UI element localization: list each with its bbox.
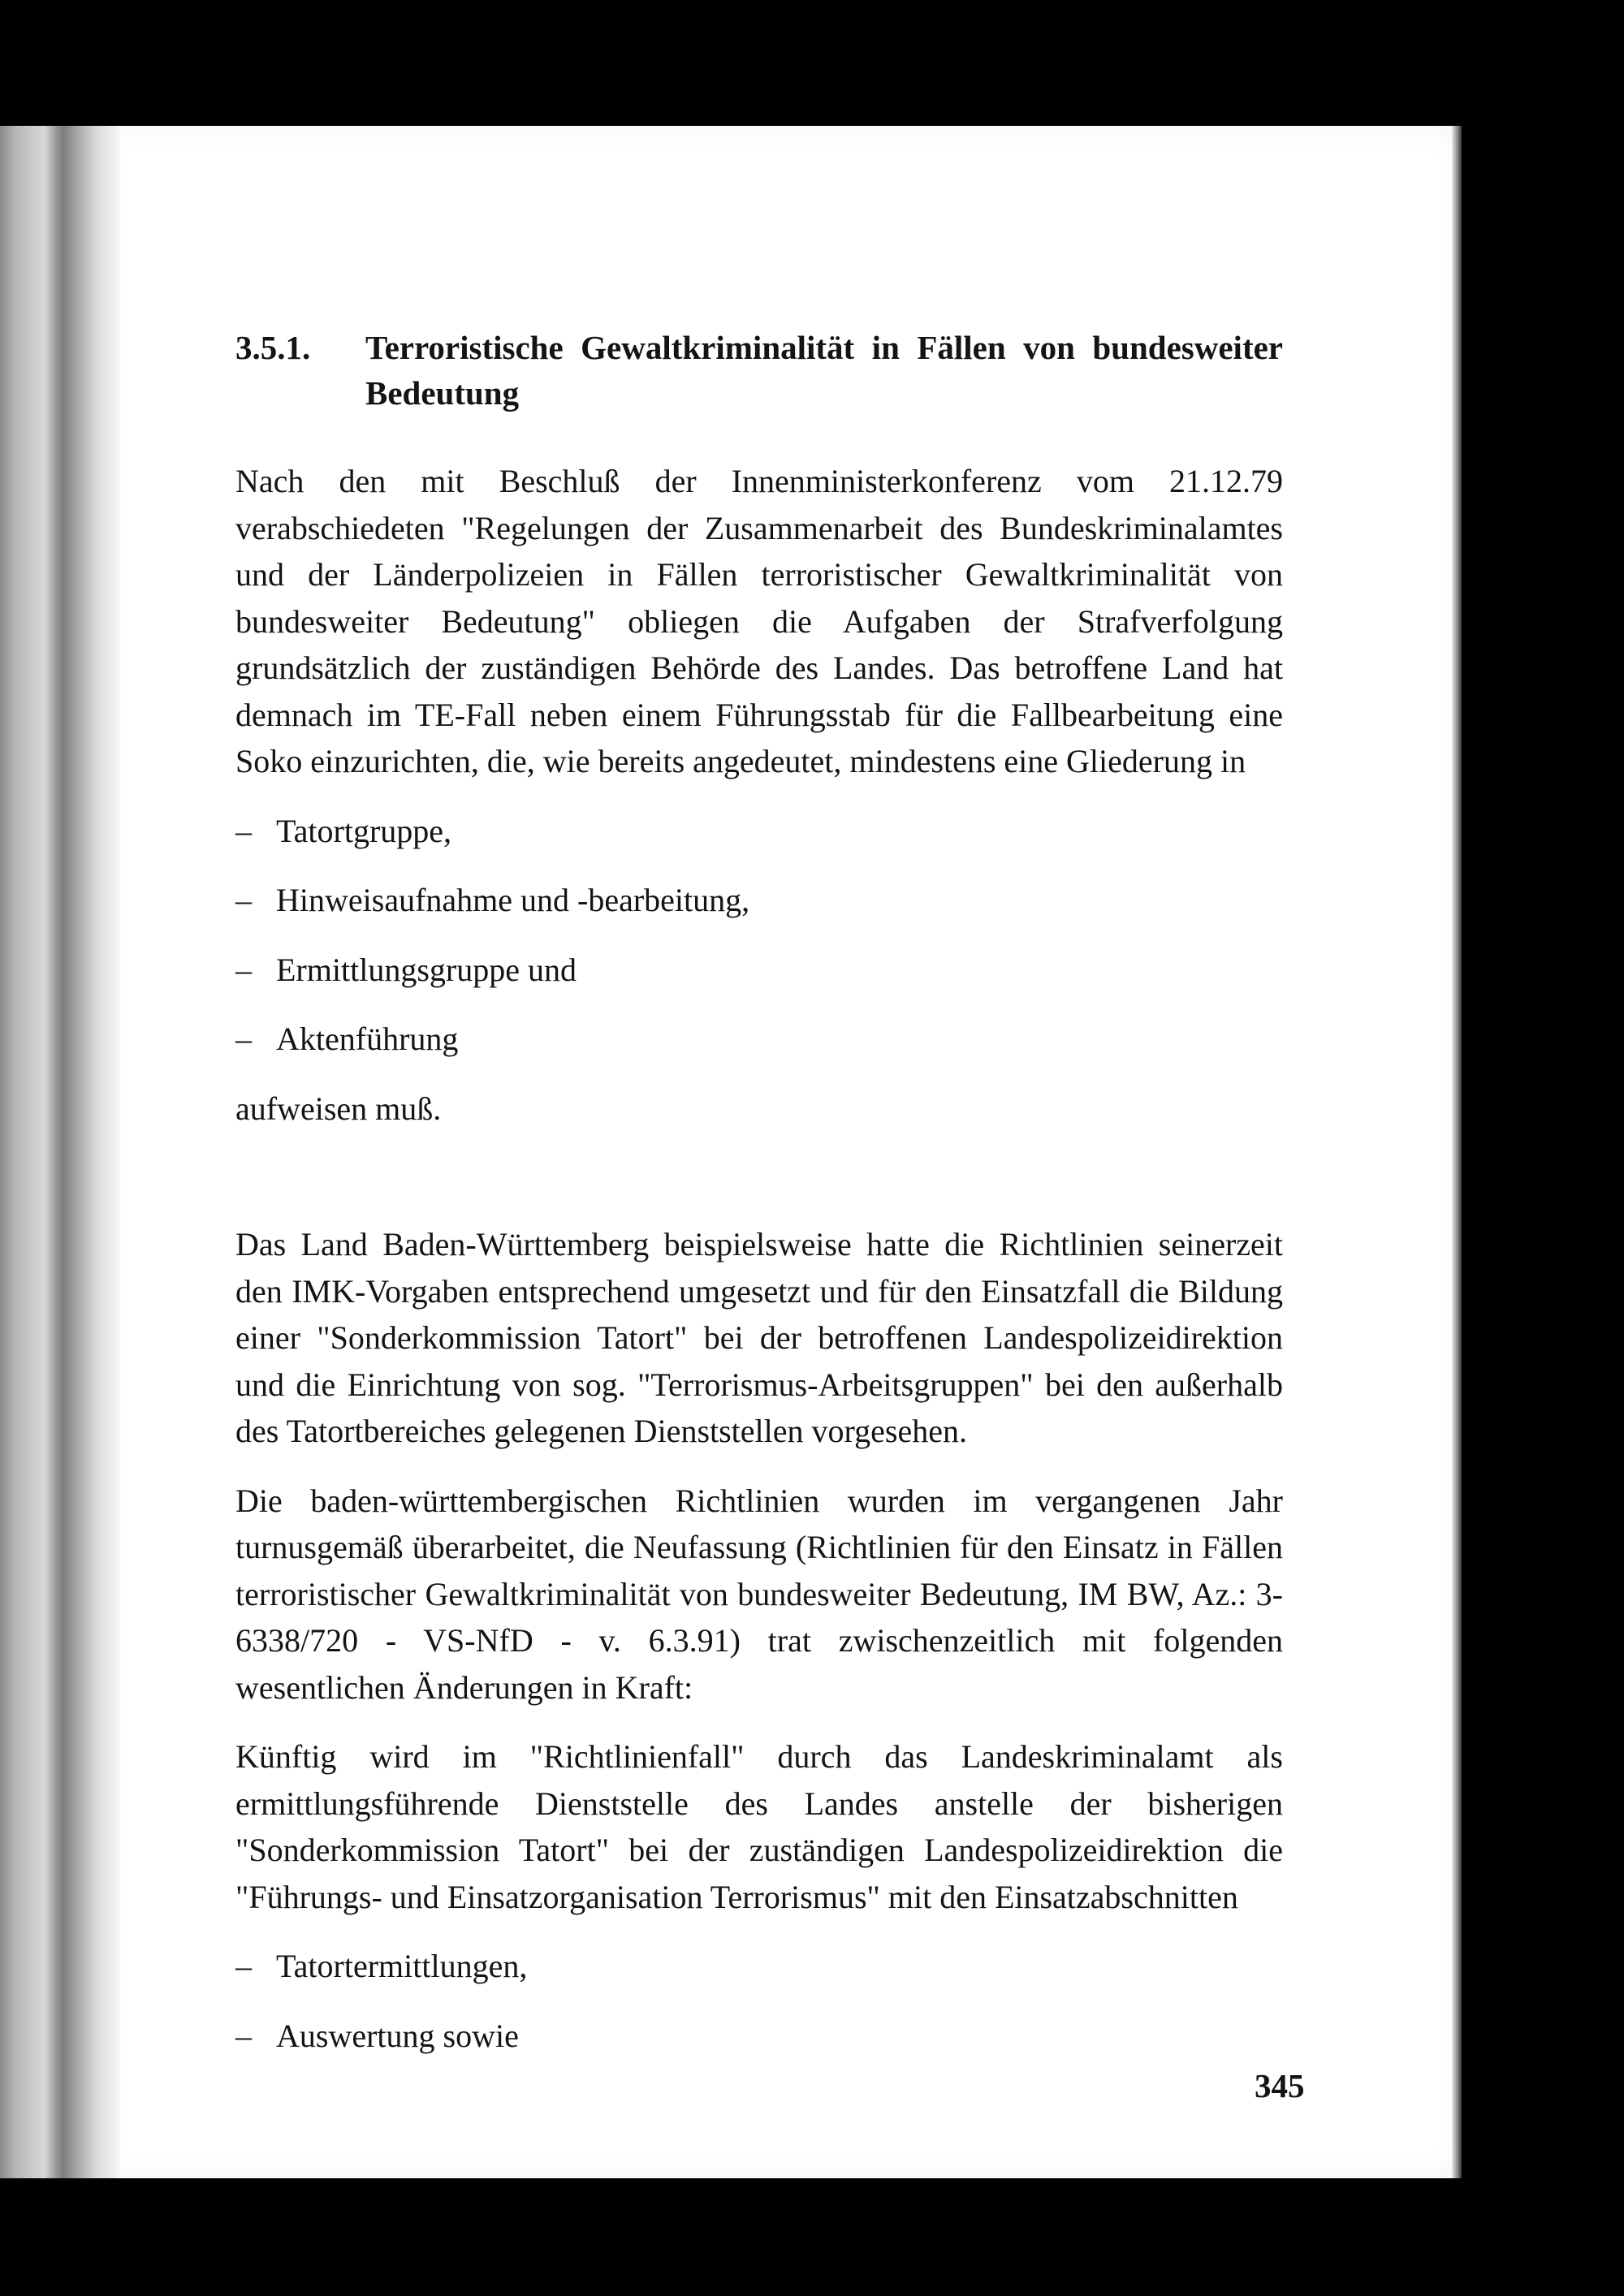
list-item-text: Ermittlungsgruppe und [276,951,577,988]
dash-bullet: – [235,951,252,988]
section-number: 3.5.1. [235,329,311,366]
list-item-text: Hinweisaufnahme und -bearbeitung, [276,882,750,918]
deployment-sections-list [235,1943,1283,2059]
future-paragraph: Künftig wird im "Richtlinienfall" durch das Landeskriminalamt als ermittlungsführende Dienststelle des Landes anstelle der bisherigen "Sonderkommission Tatort" bei der zuständigen Landespolizeidirektion die "Führungs- und Einsatzorganisation Terrorismus" mit den Einsatzabschnitten [235,1738,1283,1915]
section-title: Terroristische Gewaltkriminalität in Fällen von bundesweiter Bedeutung [365,329,1283,412]
list-item [235,877,1283,924]
list-item [235,1016,1283,1063]
list-item-text: Tatortgruppe, [276,812,452,849]
revision-paragraph: Die baden-württembergischen Richtlinien wurden im vergangenen Jahr turnusgemäß überarbeitet, die Neufassung (Richtlinien für den Einsatz in Fällen terroristischer Gewaltkriminalität von bundesweiter Bedeutung, IM BW, Az.: 3-6338/720 - VS-NfD - v. 6.3.91) trat zwischenzeitlich mit folgenden wesentlichen Änderungen in Kraft: [235,1482,1283,1706]
dash-bullet: – [235,2017,252,2054]
baden-paragraph: Das Land Baden-Württemberg beispielsweise hatte die Richtlinien seinerzeit den IMK-Vorgaben entsprechend umgesetzt und für den Einsatzfall die Bildung einer "Sonderkommission Tatort" bei der betroffenen Landespolizeidirektion und die Einrichtung von sog. "Terrorismus-Arbeitsgruppen" bei den außerhalb des Tatortbereiches gelegenen Dienststellen vorgesehen. [235,1226,1283,1449]
paragraph-spacer [235,1455,1283,1478]
dash-bullet: – [235,1948,252,1984]
page-number: 345 [1255,2067,1305,2104]
list-item [235,2013,1283,2060]
section-heading [235,325,1283,416]
page-body [235,325,1283,2082]
paragraph-spacer [235,1711,1283,1733]
list-item [235,1943,1283,1990]
dash-bullet: – [235,1021,252,1057]
after-list-paragraph: aufweisen muß. [235,1090,442,1127]
dash-bullet: – [235,812,252,849]
list-item [235,808,1283,855]
list-item-text: Aktenführung [276,1021,459,1057]
page-edge-shadow [1452,126,1462,2178]
intro-paragraph: Nach den mit Beschluß der Innenministerkonferenz vom 21.12.79 verabschiedeten "Regelungen der Zusammenarbeit des Bundeskriminalamtes und der Länderpolizeien in Fällen terroristischer Gewaltkriminalität von bundesweiter Bedeutung" obliegen die Aufgaben der Strafverfolgung grundsätzlich der zuständigen Behörde des Landes. Das betroffene Land hat demnach im TE-Fall neben einem Führungsstab für die Fallbearbeitung eine Soko einzurichten, die, wie bereits angedeutet, mindestens eine Gliederung in [235,463,1283,779]
paragraph-spacer [235,1132,1283,1221]
list-item-text: Tatortermittlungen, [276,1948,528,1984]
organization-list [235,808,1283,1063]
list-item [235,947,1283,994]
dash-bullet: – [235,882,252,918]
book-gutter-shadow [0,126,122,2178]
list-item-text: Auswertung sowie [276,2017,519,2054]
